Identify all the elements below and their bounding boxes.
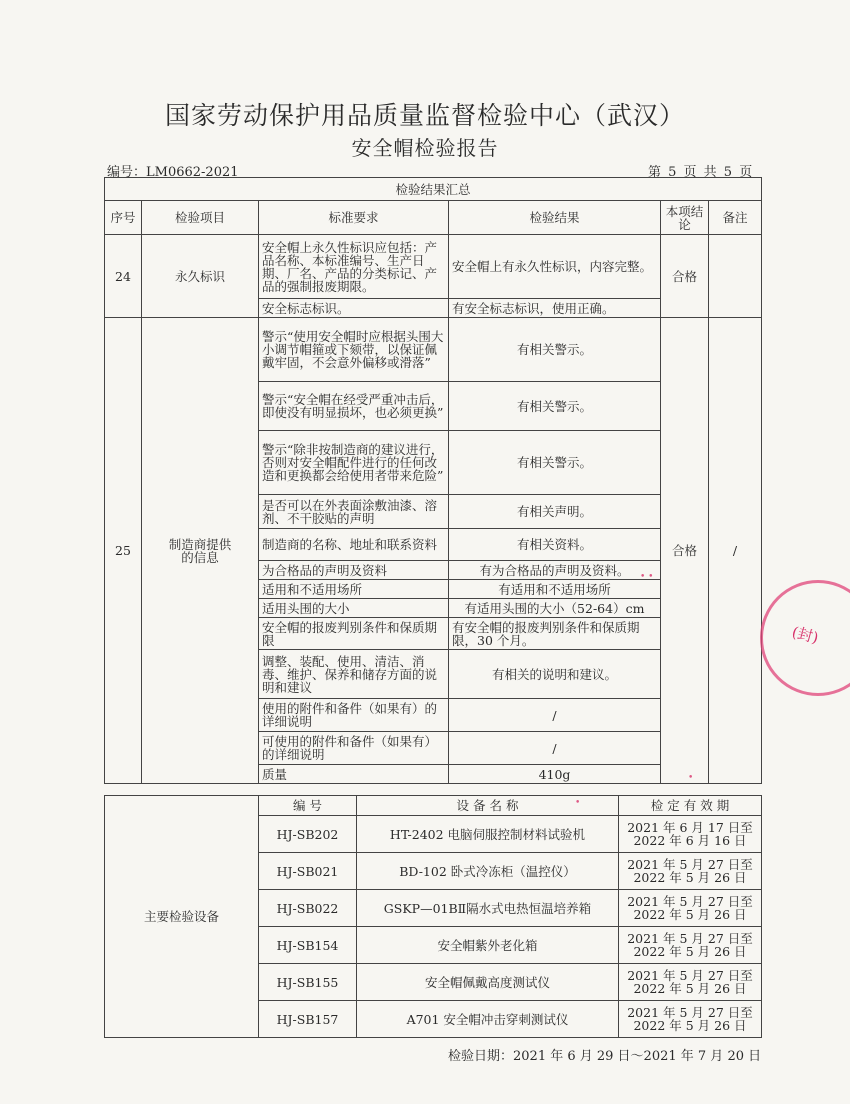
row-25-conclusion: 合格 bbox=[661, 318, 709, 784]
validity-to: 2022 年 5 月 26 日 bbox=[633, 870, 747, 885]
official-seal-fragment: (封) bbox=[789, 622, 821, 648]
header-seq: 序号 bbox=[105, 201, 142, 235]
row-25-requirement: 制造商的名称、地址和联系资料 bbox=[259, 529, 449, 561]
equipment-id: HJ-SB155 bbox=[259, 964, 357, 1001]
equipment-header-id: 编 号 bbox=[259, 796, 357, 816]
header-requirement: 标准要求 bbox=[259, 201, 449, 235]
equipment-validity bbox=[619, 927, 762, 964]
row-25-result: 有相关警示。 bbox=[449, 382, 661, 431]
equipment-id: HJ-SB157 bbox=[259, 1001, 357, 1038]
row-25-result: 有安全帽的报废判别条件和保质期限，30 个月。 bbox=[449, 618, 661, 650]
header-result: 检验结果 bbox=[449, 201, 661, 235]
row-25-requirement: 为合格品的声明及资料 bbox=[259, 561, 449, 580]
equipment-id: HJ-SB021 bbox=[259, 853, 357, 890]
equipment-validity bbox=[619, 890, 762, 927]
validity-to: 2022 年 5 月 26 日 bbox=[633, 981, 747, 996]
equipment-name: HT-2402 电脑伺服控制材料试验机 bbox=[357, 816, 619, 853]
row-25-requirement: 适用和不适用场所 bbox=[259, 580, 449, 599]
summary-title: 检验结果汇总 bbox=[105, 178, 762, 201]
row-25-requirement: 警示“安全帽在经受严重冲击后，即使没有明显损坏，也必须更换” bbox=[259, 382, 449, 431]
equipment-header-name: 设 备 名 称 bbox=[357, 796, 619, 816]
row-24-result-1: 安全帽上有永久性标识，内容完整。 bbox=[449, 235, 661, 299]
validity-from: 2021 年 6 月 17 日至 bbox=[627, 820, 753, 835]
row-25-result: 有适用和不适用场所 bbox=[449, 580, 661, 599]
row-25-requirement: 质量 bbox=[259, 765, 449, 784]
header-item: 检验项目 bbox=[142, 201, 259, 235]
header-remark: 备注 bbox=[709, 201, 762, 235]
validity-to: 2022 年 5 月 26 日 bbox=[633, 907, 747, 922]
row-25-result: 有相关的说明和建议。 bbox=[449, 650, 661, 699]
validity-from: 2021 年 5 月 27 日至 bbox=[627, 931, 753, 946]
equipment-name: GSKP—01BⅡ隔水式电热恒温培养箱 bbox=[357, 890, 619, 927]
test-date: 检验日期：2021 年 6 月 29 日～2021 年 7 月 20 日 bbox=[448, 1049, 762, 1064]
equipment-validity bbox=[619, 853, 762, 890]
row-25-requirement: 调整、装配、使用、清洁、消毒、维护、保养和储存方面的说明和建议 bbox=[259, 650, 449, 699]
equipment-name: 安全帽佩戴高度测试仪 bbox=[357, 964, 619, 1001]
equipment-validity bbox=[619, 964, 762, 1001]
row-24-result-2: 有安全标志标识，使用正确。 bbox=[449, 299, 661, 318]
row-25-result: 有相关声明。 bbox=[449, 495, 661, 529]
validity-to: 2022 年 6 月 16 日 bbox=[633, 833, 747, 848]
validity-from: 2021 年 5 月 27 日至 bbox=[627, 894, 753, 909]
row-25-result: / bbox=[449, 732, 661, 765]
row-25-requirement: 警示“使用安全帽时应根据头围大小调节帽箍或下颏带，以保证佩戴牢固，不会意外偏移或滑落” bbox=[259, 318, 449, 382]
equipment-id: HJ-SB154 bbox=[259, 927, 357, 964]
row-24-remark bbox=[709, 235, 762, 318]
row-25-requirement: 适用头围的大小 bbox=[259, 599, 449, 618]
equipment-id: HJ-SB022 bbox=[259, 890, 357, 927]
row-25-result: 有为合格品的声明及资料。 bbox=[449, 561, 661, 580]
validity-from: 2021 年 5 月 27 日至 bbox=[627, 1005, 753, 1020]
equipment-name: 安全帽紫外老化箱 bbox=[357, 927, 619, 964]
row-25-result: / bbox=[449, 699, 661, 732]
equipment-name: A701 安全帽冲击穿刺测试仪 bbox=[357, 1001, 619, 1038]
row-25-requirement: 可使用的附件和备件（如果有）的详细说明 bbox=[259, 732, 449, 765]
report-institution-title: 国家劳动保护用品质量监督检验中心（武汉） bbox=[164, 101, 685, 130]
page-indicator: 第 5 页 共 5 页 bbox=[648, 165, 753, 180]
row-25-requirement: 使用的附件和备件（如果有）的详细说明 bbox=[259, 699, 449, 732]
validity-to: 2022 年 5 月 26 日 bbox=[633, 944, 747, 959]
row-24-item: 永久标识 bbox=[142, 235, 259, 318]
row-24-number: 24 bbox=[105, 235, 142, 318]
ink-speck: • bbox=[575, 798, 581, 808]
results-summary-table bbox=[104, 177, 762, 784]
equipment-table bbox=[104, 795, 762, 1038]
ink-speck: • bbox=[688, 773, 694, 783]
row-24-requirement-2: 安全标志标识。 bbox=[259, 299, 449, 318]
row-25-remark: / bbox=[709, 318, 762, 784]
equipment-header-validity: 检 定 有 效 期 bbox=[619, 796, 762, 816]
equipment-label: 主要检验设备 bbox=[105, 796, 259, 1038]
document-number: 编号：LM0662-2021 bbox=[107, 165, 239, 180]
row-25-result: 有相关警示。 bbox=[449, 318, 661, 382]
validity-from: 2021 年 5 月 27 日至 bbox=[627, 857, 753, 872]
row-25-result: 410g bbox=[449, 765, 661, 784]
equipment-validity bbox=[619, 1001, 762, 1038]
row-25-result: 有适用头围的大小（52-64）cm bbox=[449, 599, 661, 618]
row-25-result: 有相关警示。 bbox=[449, 431, 661, 495]
row-25-result: 有相关资料。 bbox=[449, 529, 661, 561]
row-25-item: 制造商提供的信息 bbox=[142, 318, 259, 784]
row-25-requirement: 是否可以在外表面涂敷油漆、溶剂、不干胶贴的声明 bbox=[259, 495, 449, 529]
row-25-number: 25 bbox=[105, 318, 142, 784]
equipment-id: HJ-SB202 bbox=[259, 816, 357, 853]
row-24-requirement-1: 安全帽上永久性标识应包括：产品名称、本标准编号、生产日期、厂名、产品的分类标记、产品的强制报废期限。 bbox=[259, 235, 449, 299]
validity-to: 2022 年 5 月 26 日 bbox=[633, 1018, 747, 1033]
row-25-requirement: 警示“除非按制造商的建议进行，否则对安全帽配件进行的任何改造和更换都会给使用者带来危险” bbox=[259, 431, 449, 495]
report-subtitle: 安全帽检验报告 bbox=[351, 136, 499, 160]
equipment-name: BD-102 卧式冷冻柜（温控仪） bbox=[357, 853, 619, 890]
row-24-conclusion: 合格 bbox=[661, 235, 709, 318]
equipment-validity bbox=[619, 816, 762, 853]
ink-speck: • • bbox=[640, 572, 654, 582]
validity-from: 2021 年 5 月 27 日至 bbox=[627, 968, 753, 983]
row-25-requirement: 安全帽的报废判别条件和保质期限 bbox=[259, 618, 449, 650]
header-conclusion: 本项结论 bbox=[661, 201, 709, 235]
